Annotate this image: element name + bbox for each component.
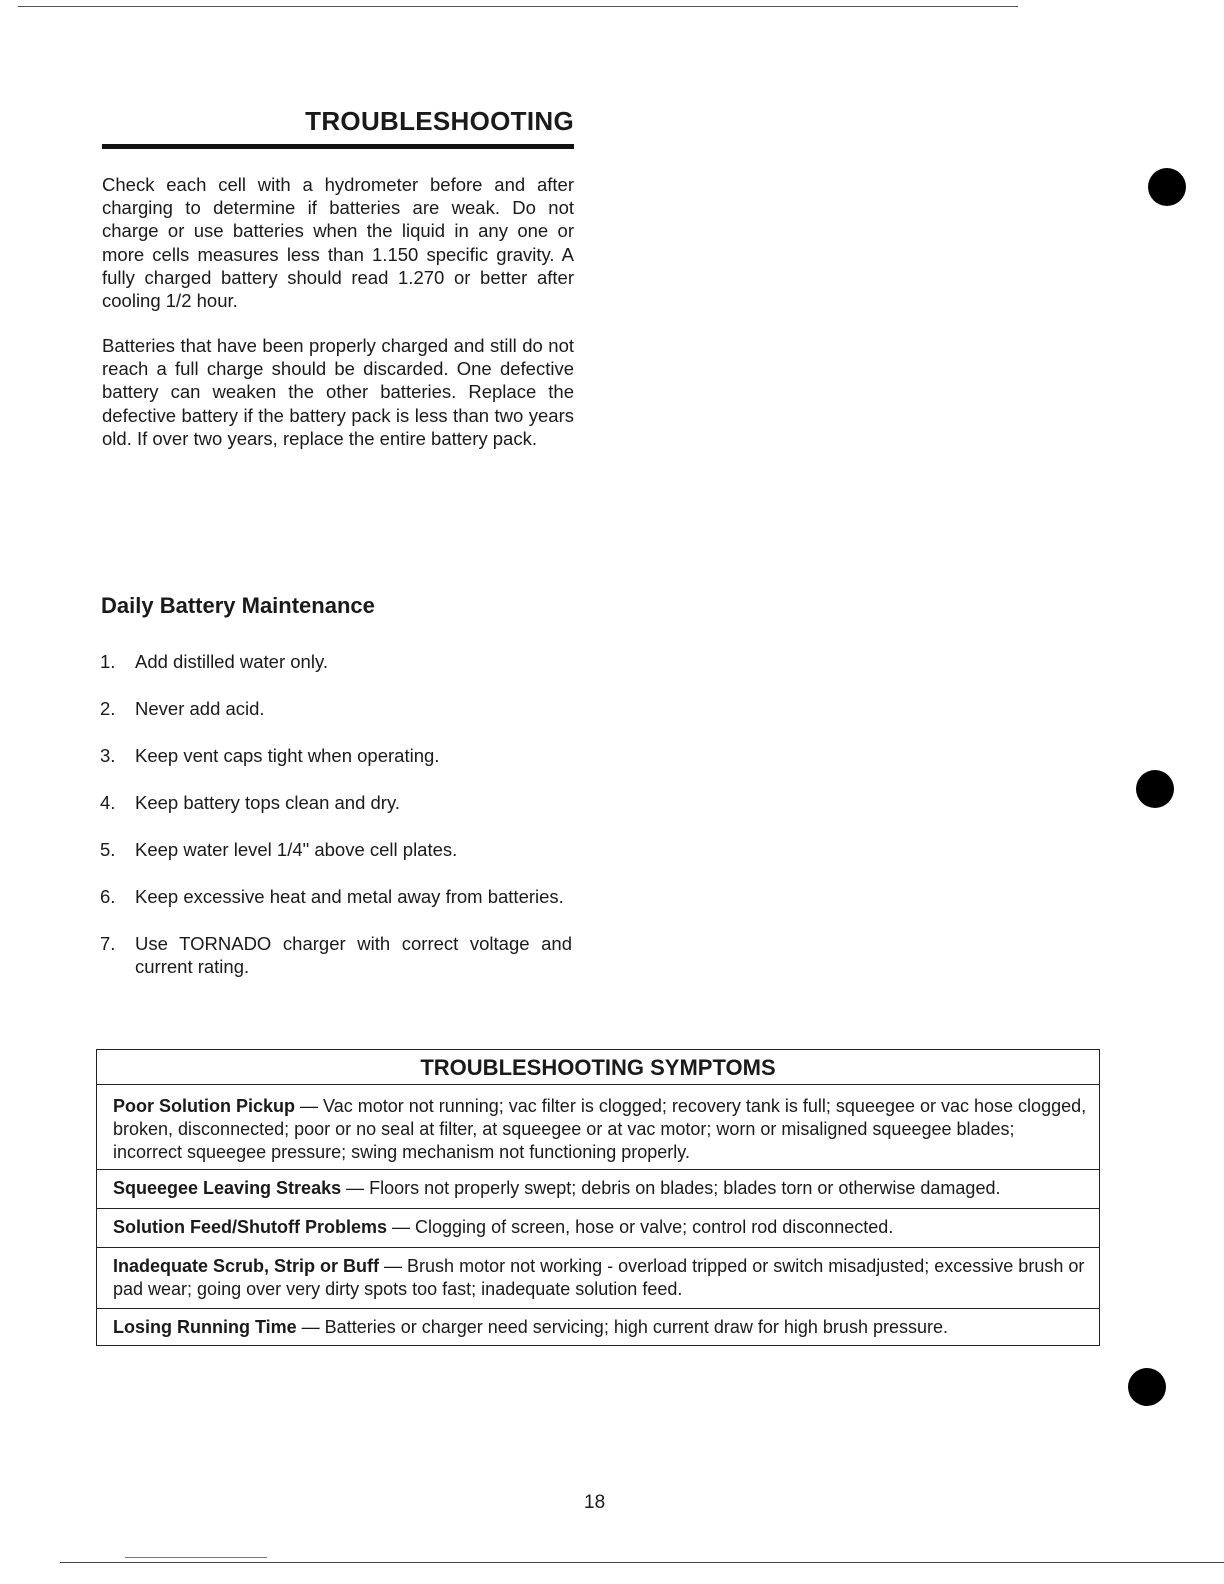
binder-hole-top xyxy=(1148,168,1186,206)
symptom-description: Clogging of screen, hose or valve; control rod disconnected. xyxy=(415,1217,894,1237)
list-item xyxy=(100,885,572,908)
daily-maintenance-heading: Daily Battery Maintenance xyxy=(101,593,375,618)
list-item-text: Add distilled water only. xyxy=(135,651,328,672)
symptom-term: Poor Solution Pickup xyxy=(113,1096,296,1116)
top-edge-rule xyxy=(18,6,1018,7)
title-underline xyxy=(102,144,574,149)
table-row xyxy=(97,1085,1099,1170)
list-item-text: Never add acid. xyxy=(135,698,265,719)
list-item xyxy=(100,838,572,861)
symptom-term: Inadequate Scrub, Strip or Buff xyxy=(113,1256,380,1276)
symptom-separator: — xyxy=(296,1317,325,1337)
symptom-separator: — xyxy=(387,1217,416,1237)
symptom-description: Brush motor not working - overload tripped or switch misadjusted; excessive brush or pad wear; going over very dirty spots too fast; inadequate solution feed. xyxy=(113,1256,1085,1299)
table-row xyxy=(97,1170,1099,1209)
troubleshooting-symptoms-table xyxy=(96,1049,1100,1346)
bottom-tick-rule xyxy=(125,1557,267,1558)
list-item-text: Keep excessive heat and metal away from batteries. xyxy=(135,886,564,907)
table-row xyxy=(97,1209,1099,1248)
list-item xyxy=(100,697,572,720)
symptom-separator: — xyxy=(341,1178,370,1198)
list-item-number: 4. xyxy=(100,792,116,813)
list-item-number: 2. xyxy=(100,698,116,719)
list-item-number: 1. xyxy=(100,651,116,672)
list-item-number: 7. xyxy=(100,933,116,954)
symptom-description: Batteries or charger need servicing; high current draw for high brush pressure. xyxy=(324,1317,948,1337)
list-item-text: Use TORNADO charger with correct voltage and current rating. xyxy=(135,933,572,977)
symptom-term: Solution Feed/Shutoff Problems xyxy=(113,1217,387,1237)
list-item xyxy=(100,791,572,814)
binder-hole-middle xyxy=(1136,770,1174,808)
symptom-separator: — xyxy=(295,1096,324,1116)
list-item-text: Keep water level 1/4" above cell plates. xyxy=(135,839,458,860)
page-title: TROUBLESHOOTING xyxy=(305,106,574,136)
list-item-text: Keep battery tops clean and dry. xyxy=(135,792,400,813)
list-item-number: 5. xyxy=(100,839,116,860)
hydrometer-paragraph: Check each cell with a hydrometer before and after charging to determine if batteries are weak. Do not charge or use batteries when the liquid in any one or more cells measures less than 1.150 specific gravity. A fully charged battery should read 1.270 or better after cooling 1/2 hour. xyxy=(102,174,574,312)
symptom-separator: — xyxy=(379,1256,408,1276)
list-item-number: 3. xyxy=(100,745,116,766)
symptom-description: Floors not properly swept; debris on blades; blades torn or otherwise damaged. xyxy=(369,1178,1001,1198)
table-row xyxy=(97,1248,1099,1309)
table-row xyxy=(97,1309,1099,1346)
list-item xyxy=(100,932,572,978)
page-number: 18 xyxy=(584,1492,606,1513)
list-item-text: Keep vent caps tight when operating. xyxy=(135,745,440,766)
symptoms-table-title: TROUBLESHOOTING SYMPTOMS xyxy=(97,1050,1099,1085)
binder-hole-bottom xyxy=(1128,1368,1166,1406)
discard-battery-paragraph: Batteries that have been properly charged and still do not reach a full charge should be discarded. One defective battery can weaken the other batteries. Replace the defective battery if the battery pack is less than two years old. If over two years, replace the entire battery pack. xyxy=(102,335,574,449)
list-item xyxy=(100,744,572,767)
symptom-term: Losing Running Time xyxy=(113,1317,297,1337)
list-item-number: 6. xyxy=(100,886,116,907)
daily-maintenance-list xyxy=(100,650,572,1002)
symptom-description: Vac motor not running; vac filter is clogged; recovery tank is full; squeegee or vac hose clogged, broken, disconnected; poor or no seal at filter, at squeegee or at vac motor; worn or misaligned squeegee blades; incorrect squeegee pressure; swing mechanism not functioning properly. xyxy=(113,1096,1087,1162)
list-item xyxy=(100,650,572,673)
symptom-term: Squeegee Leaving Streaks xyxy=(113,1178,342,1198)
bottom-edge-rule xyxy=(60,1562,1224,1563)
